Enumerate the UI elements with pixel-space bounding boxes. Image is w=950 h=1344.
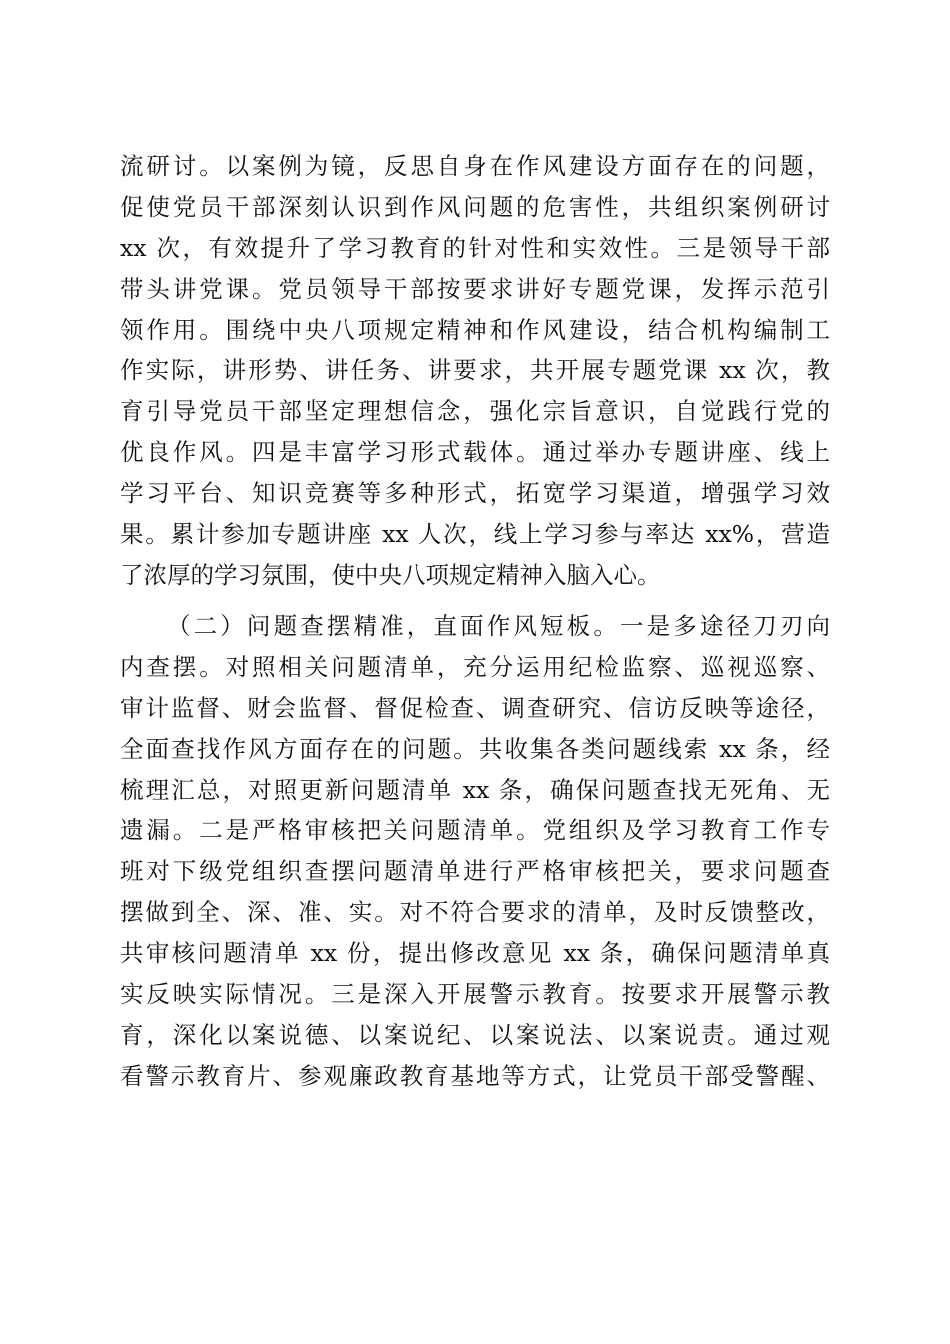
paragraph-line: 促使党员干部深刻认识到作风问题的危害性，共组织案例研讨 [120,192,830,221]
paragraph-line: 审计监督、财会监督、督促检查、调查研究、信访反映等途径， [120,693,830,722]
paragraph-line: 班对下级党组织查摆问题清单进行严格审核把关，要求问题查 [120,857,830,886]
paragraph-line: 实反映实际情况。三是深入开展警示教育。按要求开展警示教 [120,980,830,1009]
paragraph-line: 共审核问题清单 xx 份，提出修改意见 xx 条，确保问题清单真 [120,939,830,968]
paragraph-line: 学习平台、知识竞赛等多种形式，拓宽学习渠道，增强学习效 [120,479,830,508]
paragraph-line: xx 次，有效提升了学习教育的针对性和实效性。三是领导干部 [120,233,830,262]
paragraph-line: 育引导党员干部坚定理想信念，强化宗旨意识，自觉践行党的 [120,397,830,426]
paragraph-line: 全面查找作风方面存在的问题。共收集各类问题线索 xx 条，经 [120,734,830,763]
paragraph-line: 优良作风。四是丰富学习形式载体。通过举办专题讲座、线上 [120,438,830,467]
paragraph-line: 带头讲党课。党员领导干部按要求讲好专题党课，发挥示范引 [120,274,830,303]
paragraph-line: 流研讨。以案例为镜，反思自身在作风建设方面存在的问题， [120,152,830,180]
paragraph-line: 梳理汇总，对照更新问题清单 xx 条，确保问题查找无死角、无 [120,775,830,804]
paragraph-line: 了浓厚的学习氛围，使中央八项规定精神入脑入心。 [120,560,661,589]
paragraph-line: 内查摆。对照相关问题清单，充分运用纪检监察、巡视巡察、 [120,652,830,681]
paragraph-line: 果。累计参加专题讲座 xx 人次，线上学习参与率达 xx%，营造 [120,520,830,549]
paragraph-line: 看警示教育片、参观廉政教育基地等方式，让党员干部受警醒、 [120,1061,830,1090]
paragraph-line: 遗漏。二是严格审核把关问题清单。党组织及学习教育工作专 [120,816,830,845]
paragraph-line: 作实际，讲形势、讲任务、讲要求，共开展专题党课 xx 次，教 [120,356,830,385]
paragraph-line: 领作用。围绕中央八项规定精神和作风建设，结合机构编制工 [120,315,830,344]
paragraph-1 [120,146,830,596]
paragraph-line: （二）问题查摆精准，直面作风短板。一是多途径刀刃向 [167,612,830,640]
paragraph-line: 摆做到全、深、准、实。对不符合要求的清单，及时反馈整改， [120,898,830,927]
paragraph-line: 育，深化以案说德、以案说纪、以案说法、以案说责。通过观 [120,1020,830,1049]
paragraph-2 [120,606,830,1097]
